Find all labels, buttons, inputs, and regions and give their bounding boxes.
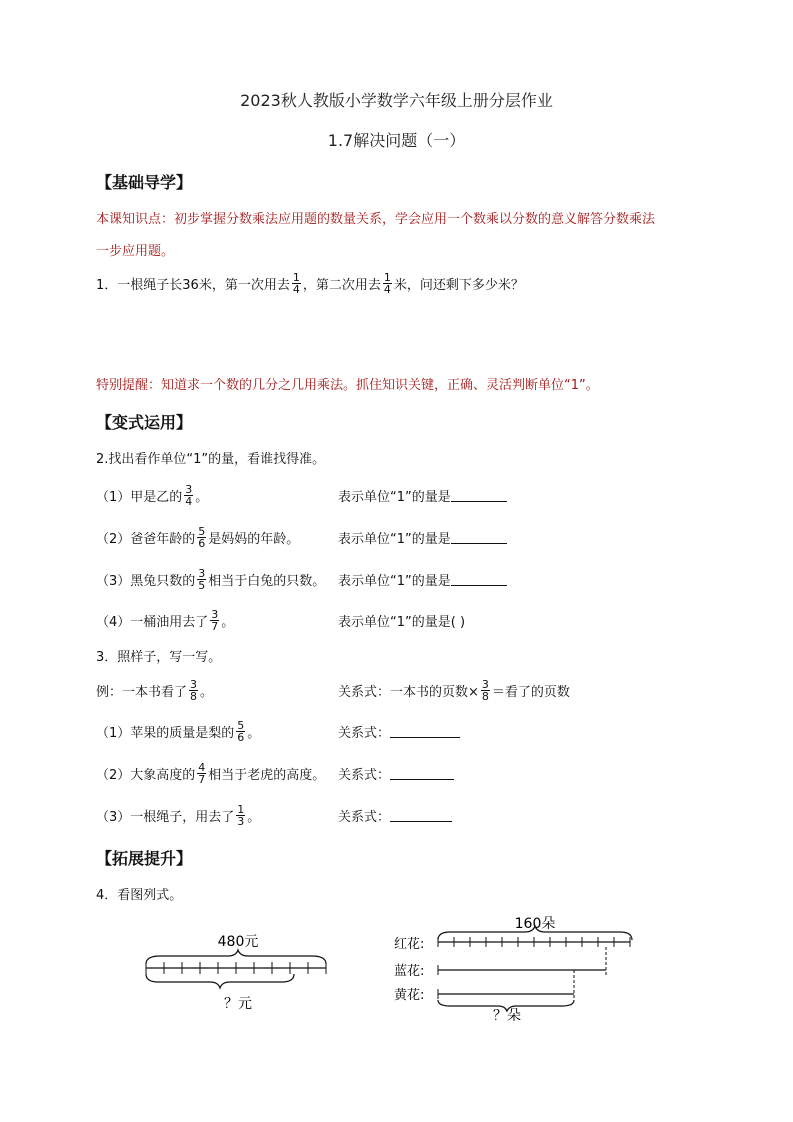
question-1 bbox=[96, 268, 524, 298]
left-line-diagram bbox=[146, 934, 326, 1012]
relation-blank[interactable] bbox=[390, 725, 460, 738]
q2-item-fraction: $\frac{3}{4}$ bbox=[185, 482, 193, 508]
section-heading-extension: 【拓展提升】 bbox=[96, 849, 193, 868]
q2-item: （1）甲是乙的 $\frac{3}{4}$ 。 bbox=[96, 482, 209, 508]
q2-item: （2）爸爸年龄的 $\frac{5}{6}$ 是妈妈的年龄。 bbox=[96, 524, 300, 550]
left-bottom-brace bbox=[146, 974, 294, 988]
page-title: 2023秋人教版小学数学六年级上册分层作业 bbox=[240, 91, 553, 110]
q2-item: （3）黑兔只数的 $\frac{3}{5}$ 相当于白兔的只数。 bbox=[96, 566, 326, 592]
right-line-diagram bbox=[394, 916, 632, 1024]
question-4-prompt: 4．看图列式。 bbox=[96, 888, 183, 903]
q1-text-a: 1．一根绳子长36米，第一次用去 bbox=[96, 277, 290, 293]
question-3-prompt: 3．照样子，写一写。 bbox=[96, 650, 222, 665]
label-red-flower: 红花: bbox=[394, 937, 425, 952]
q2-answer: 表示单位“1”的量是 bbox=[338, 564, 507, 594]
q3-relation: 关系式： bbox=[338, 758, 454, 788]
answer-blank[interactable] bbox=[451, 573, 507, 586]
section-heading-variation: 【变式运用】 bbox=[96, 413, 193, 432]
answer-blank[interactable] bbox=[451, 531, 507, 544]
q3-item-fraction: $\frac{5}{6}$ bbox=[237, 718, 245, 744]
q2-answer: 表示单位“1”的量是( ) bbox=[338, 614, 466, 630]
left-total-label: 480元 bbox=[217, 934, 259, 950]
knowledge-point-line1: 本课知识点：初步掌握分数乘法应用题的数量关系，学会应用一个数乘以分数的意义解答分数乘法 bbox=[96, 212, 656, 227]
q1-fraction-1: $\frac{1}{4}$ bbox=[292, 270, 300, 296]
q2-item: （4）一桶油用去了 $\frac{3}{7}$ 。 bbox=[96, 607, 235, 633]
answer-blank[interactable] bbox=[451, 489, 507, 502]
right-unknown-label: ？朵 bbox=[493, 1008, 521, 1024]
q3-item-fraction: $\frac{1}{3}$ bbox=[237, 802, 245, 828]
q3-item: （2）大象高度的 $\frac{4}{7}$ 相当于老虎的高度。 bbox=[96, 760, 326, 786]
relation-blank[interactable] bbox=[390, 767, 454, 780]
page-subtitle: 1.7解决问题（一） bbox=[327, 131, 466, 150]
q2-answer: 表示单位“1”的量是 bbox=[338, 522, 507, 552]
label-blue-flower: 蓝花: bbox=[394, 964, 425, 979]
q3-example-relation-fraction: $\frac{3}{8}$ bbox=[481, 677, 489, 703]
q3-item: （3）一根绳子，用去了 $\frac{1}{3}$ 。 bbox=[96, 802, 261, 828]
q1-text-b: ，第二次用去 bbox=[302, 277, 381, 293]
q3-relation: 关系式： bbox=[338, 716, 460, 746]
q3-item-fraction: $\frac{4}{7}$ bbox=[198, 760, 206, 786]
q1-fraction-2: $\frac{1}{4}$ bbox=[383, 270, 391, 296]
special-reminder: 特别提醒：知道求一个数的几分之几用乘法。抓住知识关键，正确、灵活判断单位“1”。 bbox=[96, 378, 599, 393]
question-2-prompt: 2.找出看作单位“1”的量，看谁找得准。 bbox=[96, 452, 326, 467]
q3-example-relation: 关系式：一本书的页数× $\frac{3}{8}$ ＝看了的页数 bbox=[338, 677, 570, 703]
q2-answer: 表示单位“1”的量是 bbox=[338, 480, 507, 510]
q3-item: （1）苹果的质量是梨的 $\frac{5}{6}$ 。 bbox=[96, 718, 261, 744]
label-yellow-flower: 黄花: bbox=[394, 988, 425, 1003]
q3-relation: 关系式： bbox=[338, 800, 452, 830]
q2-item-fraction: $\frac{3}{5}$ bbox=[198, 566, 206, 592]
section-heading-basic: 【基础导学】 bbox=[96, 173, 193, 192]
left-unknown-label: ？元 bbox=[224, 996, 252, 1012]
q3-example-fraction: $\frac{3}{8}$ bbox=[190, 677, 198, 703]
right-bottom-brace bbox=[438, 1000, 574, 1011]
q2-item-fraction: $\frac{3}{7}$ bbox=[211, 607, 219, 633]
line-diagrams bbox=[0, 900, 793, 1040]
q1-text-c: 米，问还剩下多少米？ bbox=[393, 277, 524, 293]
q2-item-fraction: $\frac{5}{6}$ bbox=[198, 524, 206, 550]
knowledge-point-line2: 一步应用题。 bbox=[96, 244, 175, 259]
left-top-brace bbox=[146, 950, 326, 964]
q3-example: 例：一本书看了 $\frac{3}{8}$ 。 bbox=[96, 677, 214, 703]
right-total-label: 160朵 bbox=[514, 916, 556, 932]
relation-blank[interactable] bbox=[390, 809, 452, 822]
